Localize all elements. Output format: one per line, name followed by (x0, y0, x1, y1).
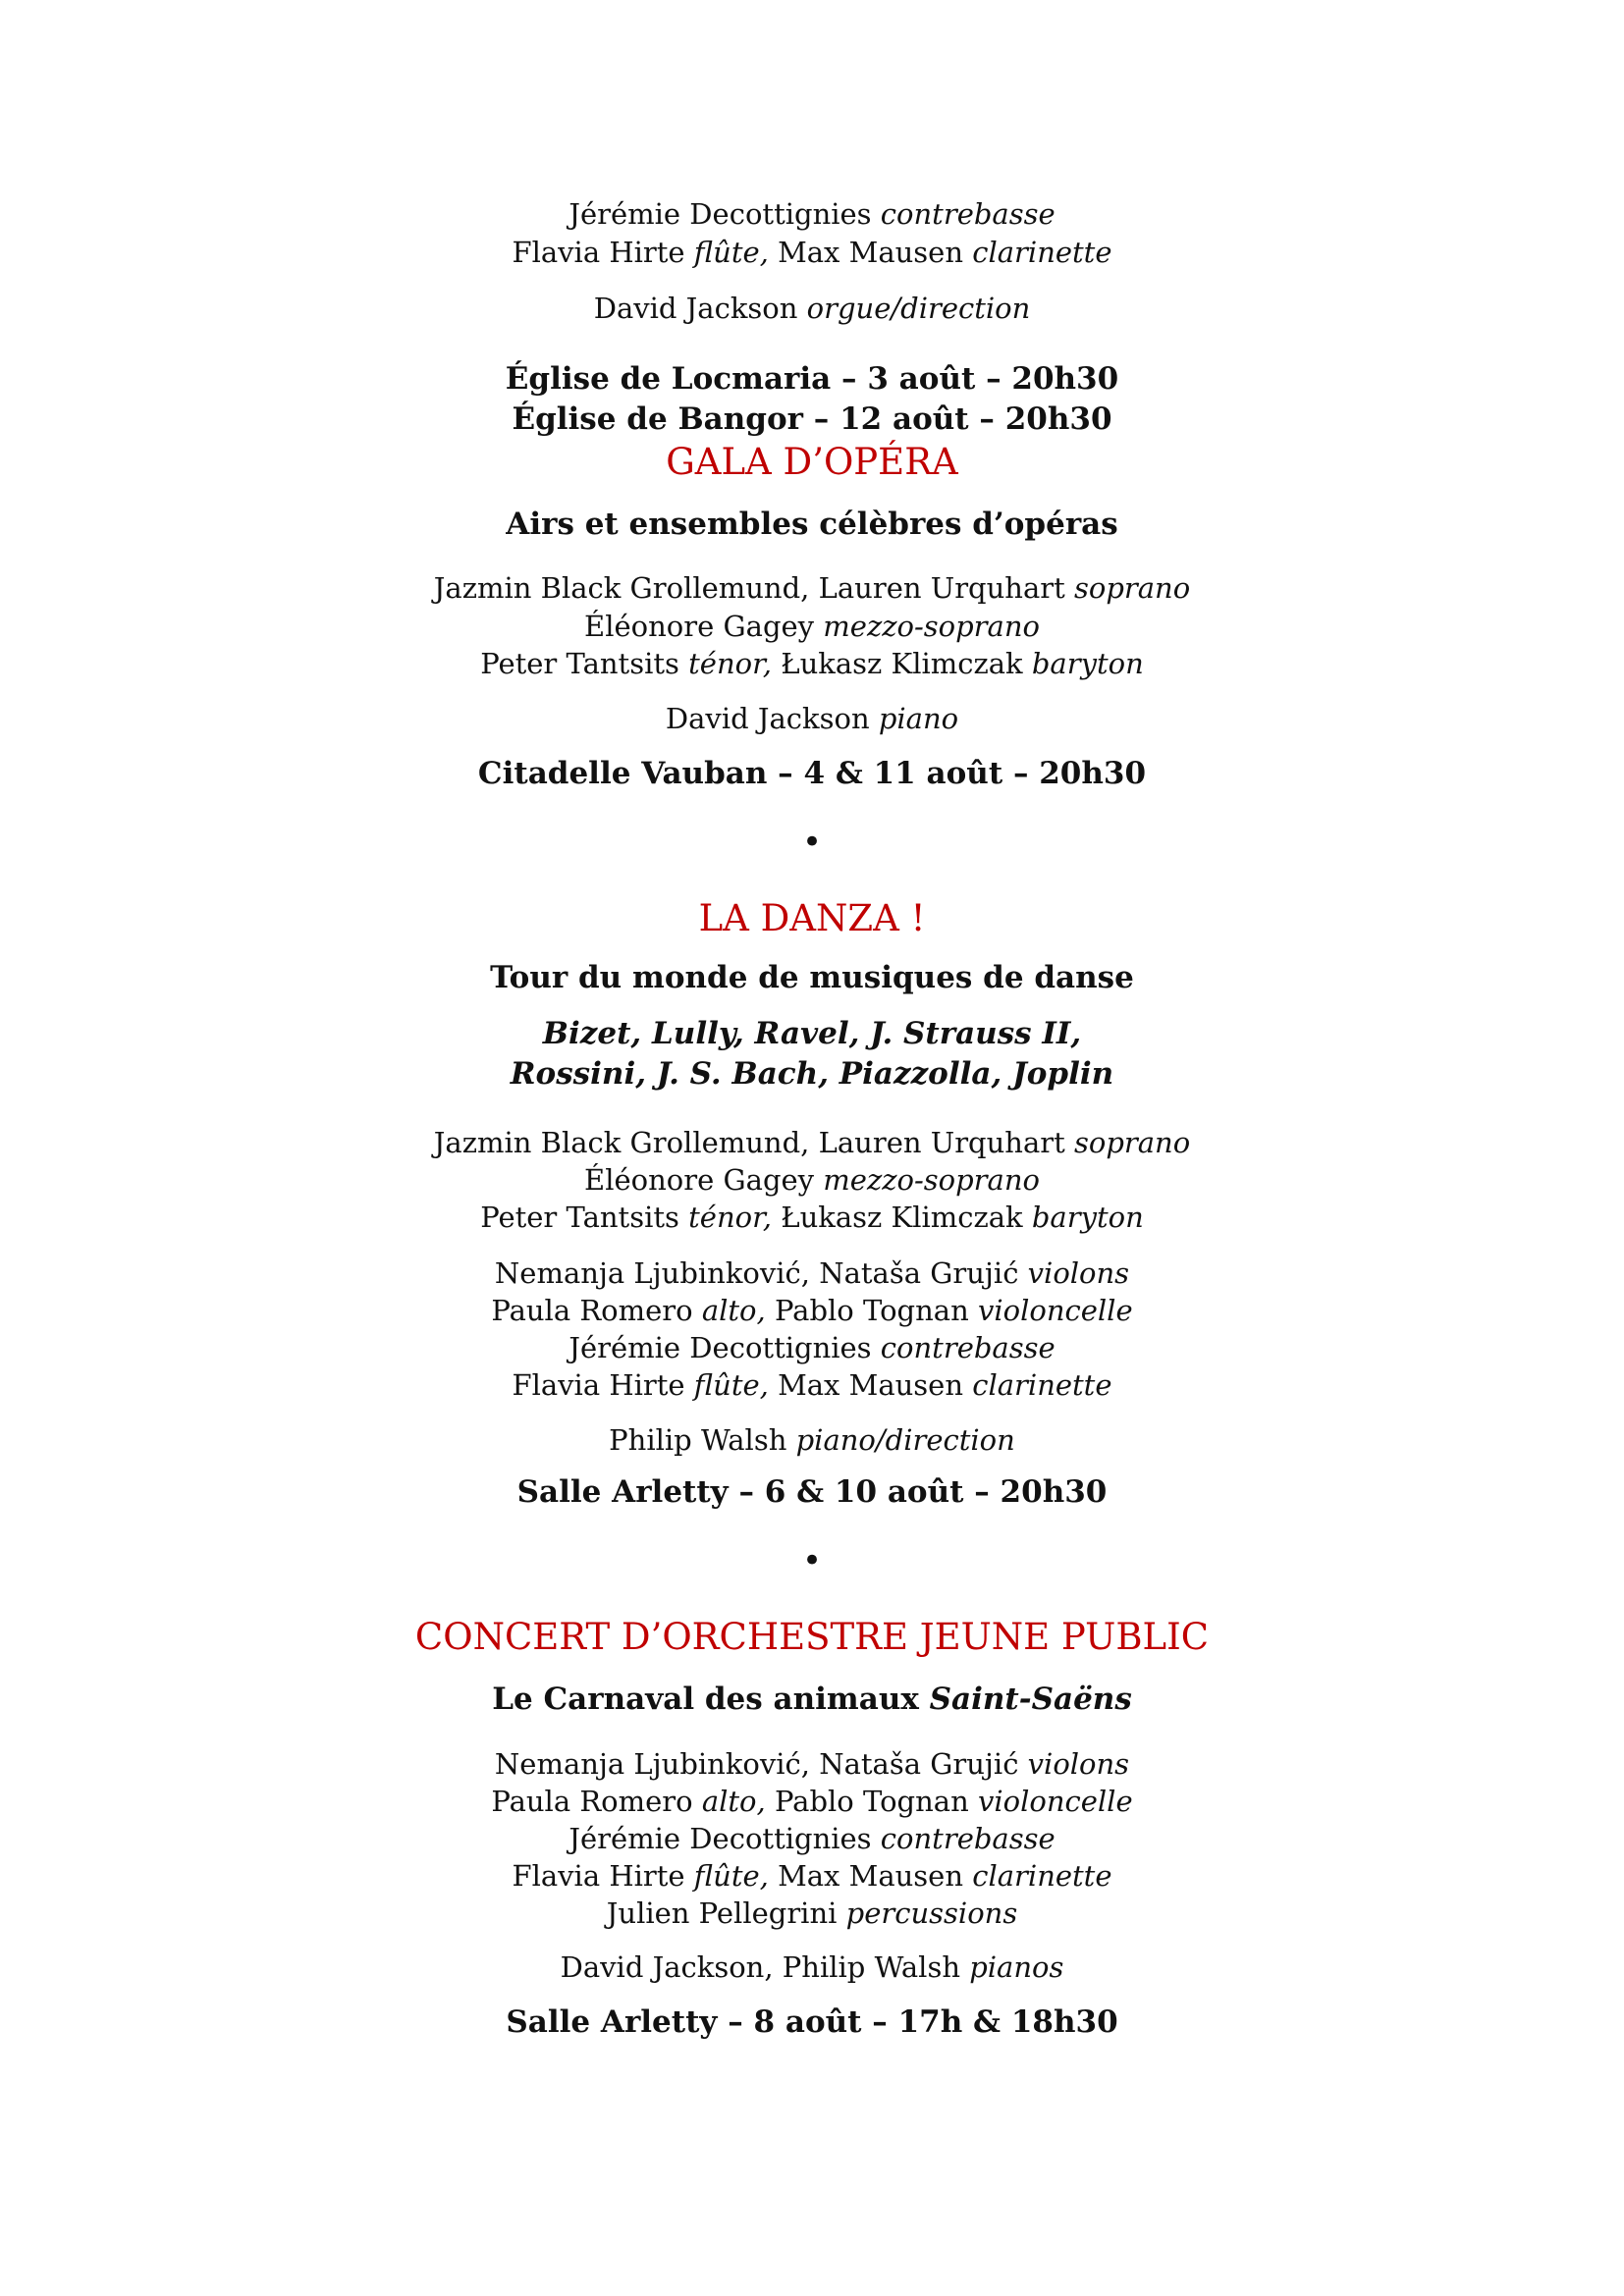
performer-line: Éléonore Gagey mezzo-soprano (584, 1163, 1040, 1197)
performer-line: Paula Romero alto, Pablo Tognan violoncelle (491, 1785, 1133, 1818)
performer-line: Paula Romero alto, Pablo Tognan violoncelle (491, 1294, 1133, 1327)
performer-line: Julien Pellegrini percussions (606, 1896, 1018, 1930)
performer-line: Nemanja Ljubinković, Nataša Grujić violons (494, 1747, 1130, 1781)
director-line: David Jackson orgue/direction (593, 292, 1031, 325)
performer-line: Jérémie Decottignies contrebasse (568, 1331, 1056, 1364)
section-subtitle: Airs et ensembles célèbres d’opéras (506, 507, 1118, 542)
separator-bullet: • (801, 1541, 823, 1580)
performer-line: Flavia Hirte flûte, Max Mausen clarinette (512, 236, 1112, 269)
venue-line: Salle Arletty – 8 août – 17h & 18h30 (506, 2004, 1118, 2040)
performer-line: Peter Tantsits ténor, Łukasz Klimczak baryton (480, 1201, 1144, 1234)
section-subtitle: Le Carnaval des animaux Saint-Saëns (492, 1682, 1132, 1717)
performer-line: Jérémie Decottignies contrebasse (568, 197, 1056, 231)
composer-line: Rossini, J. S. Bach, Piazzolla, Joplin (510, 1056, 1114, 1092)
venue-line: Église de Locmaria – 3 août – 20h30 (505, 361, 1119, 397)
pianist-line: David Jackson piano (665, 702, 959, 735)
performer-line: Peter Tantsits ténor, Łukasz Klimczak baryton (480, 647, 1144, 680)
performer-line: Flavia Hirte flûte, Max Mausen clarinette (512, 1859, 1112, 1893)
performer-line: Nemanja Ljubinković, Nataša Grujić violons (494, 1256, 1130, 1290)
composer-line: Bizet, Lully, Ravel, J. Strauss II, (542, 1016, 1082, 1051)
performer-line: Jazmin Black Grollemund, Lauren Urquhart soprano (433, 1126, 1191, 1159)
section-title: CONCERT D’ORCHESTRE JEUNE PUBLIC (414, 1616, 1210, 1658)
director-line: Philip Walsh piano/direction (609, 1423, 1015, 1457)
section-subtitle: Tour du monde de musiques de danse (490, 960, 1134, 995)
performer-line: Flavia Hirte flûte, Max Mausen clarinette (512, 1368, 1112, 1402)
performer-line: Jazmin Black Grollemund, Lauren Urquhart soprano (433, 571, 1191, 605)
venue-line: Salle Arletty – 6 & 10 août – 20h30 (516, 1474, 1108, 1510)
performer-line: Jérémie Decottignies contrebasse (568, 1822, 1056, 1855)
performer-line: Éléonore Gagey mezzo-soprano (584, 610, 1040, 643)
section-title: GALA D’OPÉRA (666, 441, 958, 483)
pianist-line: David Jackson, Philip Walsh pianos (560, 1950, 1064, 1984)
venue-line: Église de Bangor – 12 août – 20h30 (512, 401, 1112, 437)
section-title: LA DANZA ! (698, 897, 926, 939)
separator-bullet: • (801, 823, 823, 862)
venue-line: Citadelle Vauban – 4 & 11 août – 20h30 (477, 756, 1147, 791)
